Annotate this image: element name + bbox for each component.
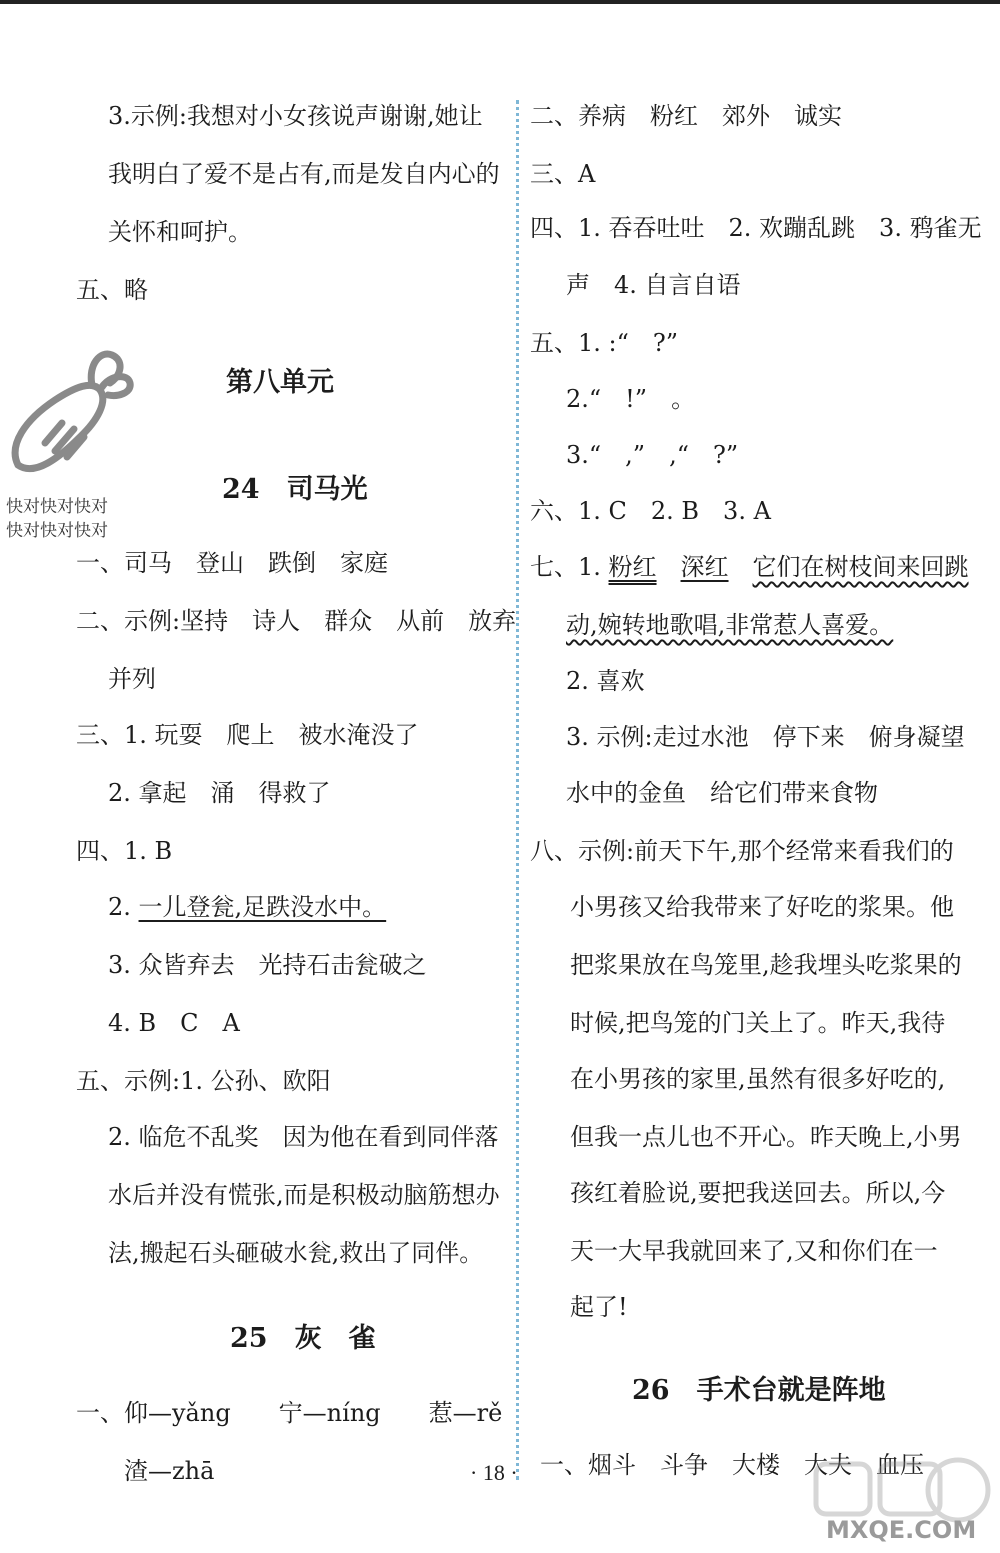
answer-line: 一、司马 登山 跌倒 家庭	[76, 549, 388, 577]
answer-line: 四、1. 吞吞吐吐 2. 欢蹦乱跳 3. 鸦雀无	[530, 214, 982, 242]
answer-line: 二、养病 粉红 郊外 诚实	[530, 102, 842, 130]
answer-line: 在小男孩的家里,虽然有很多好吃的,	[570, 1065, 946, 1093]
answer-line: 声 4. 自言自语	[566, 271, 741, 299]
answer-line: 把浆果放在鸟笼里,趁我埋头吃浆果的	[570, 951, 962, 979]
lesson-title: 24 司马光	[222, 474, 368, 505]
answer-line: 小男孩又给我带来了好吃的浆果。他	[570, 893, 954, 921]
wavy-underlined-answer: 它们在树枝间来回跳	[752, 553, 969, 581]
answer-line: 但我一点儿也不开心。昨天晚上,小男	[570, 1123, 962, 1151]
answer-line: 五、略	[76, 276, 148, 304]
answer-line: 四、1. B	[76, 837, 173, 865]
answer-line: 关怀和呵护。	[108, 218, 252, 246]
answer-line	[530, 552, 969, 582]
answer-line: 我明白了爱不是占有,而是发自内心的	[108, 160, 500, 188]
answer-line: 时候,把鸟笼的门关上了。昨天,我待	[570, 1009, 946, 1037]
answer-line: 渣—zhā	[124, 1457, 215, 1485]
underlined-answer: 深红	[680, 553, 729, 581]
answer-line: 五、示例:1. 公孙、欧阳	[76, 1067, 331, 1095]
answer-line: 3.示例:我想对小女孩说声谢谢,她让	[108, 102, 483, 130]
answer-line: 八、示例:前天下午,那个经常来看我们的	[530, 837, 954, 865]
answer-line: 三、A	[530, 160, 596, 188]
lesson-title: 25 灰 雀	[230, 1323, 376, 1354]
answer-line: 五、1. :“ ?”	[530, 329, 679, 357]
answer-line: 3. 众皆弃去 光持石击瓮破之	[108, 951, 427, 979]
badge-line-2: 快对快对快对	[6, 521, 108, 541]
column-divider	[516, 100, 519, 1480]
item-number: 2.	[108, 893, 139, 921]
carrot-icon	[0, 325, 140, 505]
answer-line: 4. B C A	[108, 1009, 240, 1037]
answer-line: 起了!	[570, 1293, 628, 1321]
answer-line: 3. 示例:走过水池 停下来 俯身凝望	[566, 723, 965, 751]
answer-line: 2. 拿起 涌 得救了	[108, 779, 331, 807]
answer-line: 3.“ ,” ,“ ?”	[566, 441, 739, 469]
answer-line: 2. 临危不乱奖 因为他在看到同伴落	[108, 1123, 499, 1151]
answer-line: 并列	[108, 665, 156, 693]
answer-line: 水中的金鱼 给它们带来食物	[566, 779, 878, 807]
lesson-title: 26 手术台就是阵地	[632, 1375, 886, 1406]
answer-line: 六、1. C 2. B 3. A	[530, 497, 771, 525]
answer-line	[566, 610, 893, 640]
badge-line-1: 快对快对快对	[6, 497, 108, 517]
answer-line: 二、示例:坚持 诗人 群众 从前 放弃	[76, 607, 517, 635]
watermark-url: MXQE.COM	[826, 1516, 977, 1544]
answer-line: 水后并没有慌张,而是积极动脑筋想办	[108, 1181, 500, 1209]
underlined-answer: 一儿登瓮,足跌没水中。	[138, 893, 387, 921]
answer-line: 孩红着脸说,要把我送回去。所以,今	[570, 1179, 946, 1207]
page-number: · 18 ·	[470, 1460, 518, 1485]
answer-line: 一、烟斗 斗争 大楼 大夫 血压	[540, 1451, 924, 1479]
wavy-underlined-answer: 动,婉转地歌唱,非常惹人喜爱。	[566, 611, 894, 639]
answer-line: 一、仰—yǎng 宁—níng 惹—rě	[76, 1399, 503, 1427]
item-prefix: 七、1.	[530, 553, 609, 581]
double-underlined-answer: 粉红	[608, 553, 657, 581]
answer-line: 三、1. 玩耍 爬上 被水淹没了	[76, 721, 419, 749]
unit-title: 第八单元	[226, 367, 334, 398]
answer-line: 2. 喜欢	[566, 667, 645, 695]
answer-line: 天一大早我就回来了,又和你们在一	[570, 1237, 938, 1265]
answer-line: 2.“ !” 。	[566, 385, 696, 413]
answer-line	[108, 892, 386, 922]
answer-line: 法,搬起石头砸破水瓮,救出了同伴。	[108, 1239, 484, 1267]
top-border	[0, 0, 1000, 4]
